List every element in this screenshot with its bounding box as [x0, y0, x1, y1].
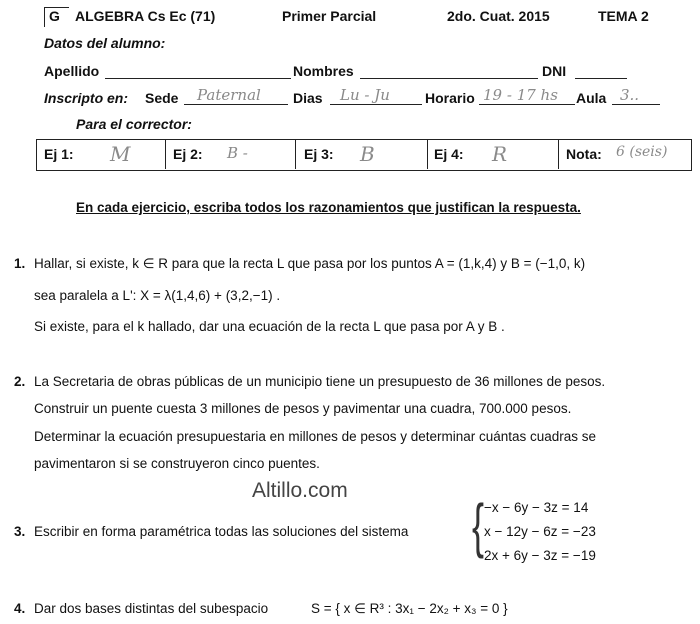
ej4-mark: R	[492, 142, 508, 166]
site-line	[184, 104, 288, 105]
exercise-1-line-1: Hallar, si existe, k ∈ R para que la recta L que pasa por los puntos A = (1,k,4) y B = (−1,0, k)	[34, 256, 586, 271]
corrector-divider-4	[558, 139, 559, 169]
names-line	[360, 78, 538, 79]
corrector-divider-1	[165, 139, 166, 169]
days-line	[330, 104, 422, 105]
exercise-4-number: 4.	[14, 601, 26, 616]
ej4-label: Ej 4:	[434, 146, 464, 162]
system-eq-1: −x − 6y − 3z = 14	[484, 500, 589, 515]
names-label: Nombres	[293, 63, 354, 79]
surname-line	[105, 78, 291, 79]
corrector-title: Para el corrector:	[76, 116, 192, 132]
corrector-divider-2	[295, 139, 296, 169]
version-letter: G	[49, 8, 60, 24]
exercise-4-text: Dar dos bases distintas del subespacio	[34, 601, 269, 616]
exam-term: 2do. Cuat. 2015	[447, 8, 550, 24]
enrolled-label: Inscripto en:	[44, 90, 129, 106]
room-line	[612, 104, 660, 105]
exercise-1-line-3: Si existe, para el k hallado, dar una ecuación de la recta L que pasa por A y B .	[34, 319, 505, 334]
ej3-label: Ej 3:	[304, 146, 334, 162]
days-value: Lu - Ju	[340, 86, 390, 104]
instruction-text: En cada ejercicio, escriba todos los razonamientos que justifican la respuesta.	[76, 200, 581, 215]
dni-line	[575, 78, 627, 79]
ej2-mark: B -	[227, 144, 248, 162]
room-label: Aula	[576, 90, 607, 106]
exercise-1-line-2: sea paralela a L': X = λ(1,4,6) + (3,2,−1) .	[34, 288, 281, 303]
dni-label: DNI	[542, 63, 567, 79]
corrector-divider-3	[427, 139, 428, 169]
grade-mark: 6 (seis)	[616, 144, 668, 160]
grade-label: Nota:	[566, 146, 602, 162]
exam-theme: TEMA 2	[598, 8, 649, 24]
ej1-label: Ej 1:	[44, 146, 74, 162]
system-brace: {	[472, 492, 485, 559]
exam-name: Primer Parcial	[282, 8, 377, 24]
exercise-2-line-2: Construir un puente cuesta 3 millones de pesos y pavimentar una cuadra, 700.000 pesos.	[34, 401, 572, 416]
site-label: Sede	[145, 90, 179, 106]
system-eq-2: x − 12y − 6z = −23	[484, 524, 596, 539]
schedule-line	[479, 104, 575, 105]
days-label: Dias	[293, 90, 323, 106]
surname-label: Apellido	[44, 63, 100, 79]
room-value: 3..	[620, 86, 640, 104]
exercise-2-number: 2.	[14, 374, 26, 389]
ej2-label: Ej 2:	[173, 146, 203, 162]
site-value: Paternal	[197, 86, 261, 104]
ej3-mark: B	[360, 142, 375, 166]
exercise-3-text: Escribir en forma paramétrica todas las soluciones del sistema	[34, 524, 409, 539]
watermark: Altillo.com	[252, 479, 348, 502]
ej1-mark: M	[110, 142, 131, 166]
exercise-2-line-1: La Secretaria de obras públicas de un municipio tiene un presupuesto de 36 millones de pesos.	[34, 374, 606, 389]
student-section-title: Datos del alumno:	[44, 35, 166, 51]
course-title: ALGEBRA Cs Ec (71)	[75, 8, 216, 24]
exercise-4-set: S = { x ∈ R³ : 3x₁ − 2x₂ + x₃ = 0 }	[311, 601, 508, 616]
system-eq-3: 2x + 6y − 3z = −19	[484, 548, 596, 563]
exercise-3-number: 3.	[14, 524, 26, 539]
exercise-2-line-3: Determinar la ecuación presupuestaria en millones de pesos y determinar cuántas cuadras se	[34, 429, 597, 444]
exercise-2-line-4: pavimentaron si se construyeron cinco puentes.	[34, 456, 320, 471]
exercise-1-number: 1.	[14, 256, 26, 271]
schedule-label: Horario	[425, 90, 475, 106]
schedule-value: 19 - 17 hs	[483, 86, 558, 104]
